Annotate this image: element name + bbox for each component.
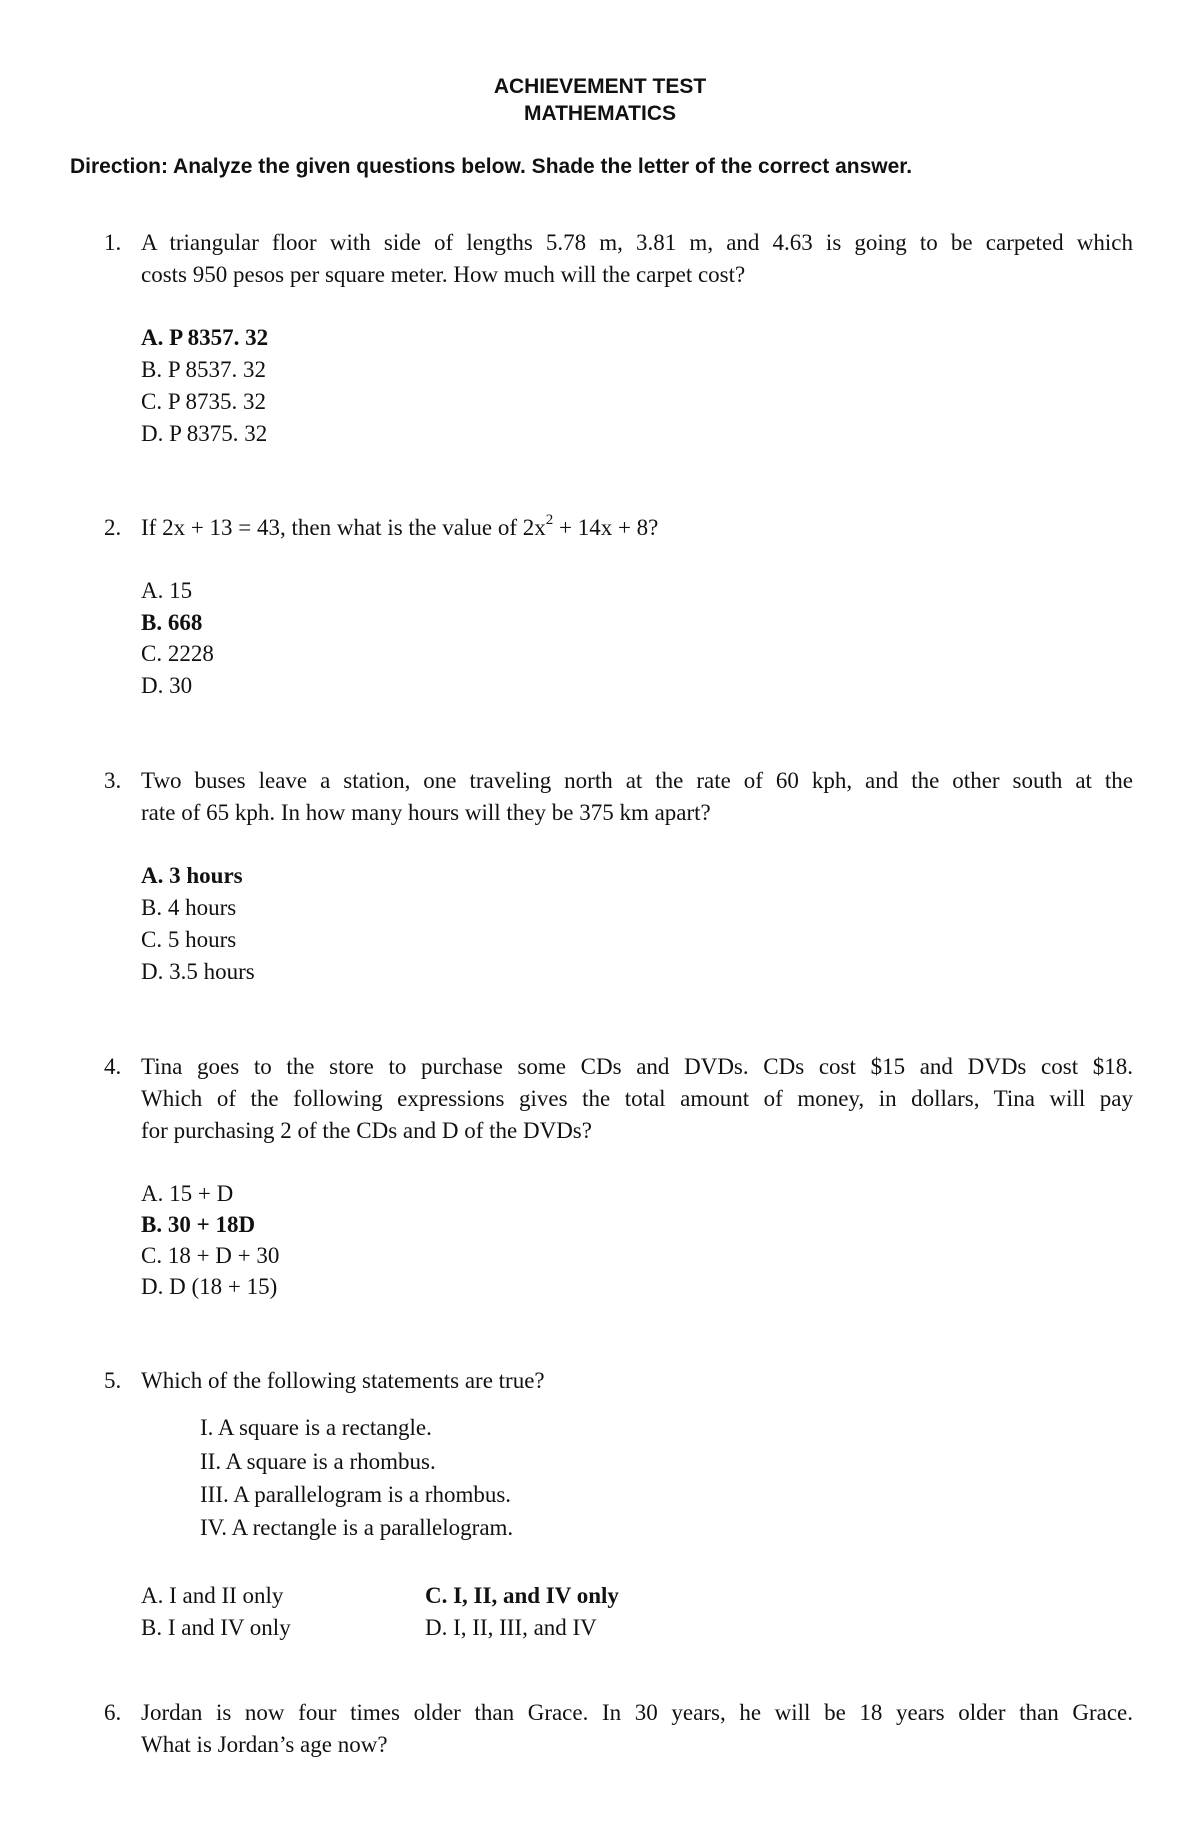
question-4-line-1: Tina goes to the store to purchase some CDs and DVDs. CDs cost $15 and DVDs cost $18. bbox=[141, 1054, 1133, 1079]
question-3-line-2: rate of 65 kph. In how many hours will they be 375 km apart? bbox=[141, 800, 711, 825]
question-5-number: 5. bbox=[104, 1368, 122, 1393]
q4-option-a[interactable]: A. 15 + D bbox=[141, 1181, 234, 1206]
question-2-number: 2. bbox=[104, 515, 122, 540]
question-1-number: 1. bbox=[104, 230, 122, 255]
question-3-line-1: Two buses leave a station, one traveling north at the rate of 60 kph, and the other south at the bbox=[141, 768, 1133, 793]
question-4-line-2: Which of the following expressions gives the total amount of money, in dollars, Tina will pay bbox=[141, 1086, 1133, 1111]
q1-option-d[interactable]: D. P 8375. 32 bbox=[141, 421, 268, 446]
q5-option-a[interactable]: A. I and II only bbox=[141, 1583, 284, 1608]
direction-text: Direction: Analyze the given questions below. Shade the letter of the correct answer. bbox=[70, 155, 913, 178]
q1-option-c[interactable]: C. P 8735. 32 bbox=[141, 389, 267, 414]
question-4-text bbox=[141, 1051, 1133, 1147]
question-2-text bbox=[141, 512, 1133, 544]
question-4-line-3: for purchasing 2 of the CDs and D of the DVDs? bbox=[141, 1118, 592, 1143]
q3-option-a[interactable]: A. 3 hours bbox=[141, 863, 243, 888]
q2-option-b[interactable]: B. 668 bbox=[141, 610, 203, 635]
question-4-number: 4. bbox=[104, 1054, 122, 1079]
q4-option-d[interactable]: D. D (18 + 15) bbox=[141, 1274, 278, 1299]
q5-statement-4: IV. A rectangle is a parallelogram. bbox=[200, 1515, 514, 1540]
q2-option-c[interactable]: C. 2228 bbox=[141, 641, 214, 666]
q1-option-b[interactable]: B. P 8537. 32 bbox=[141, 357, 267, 382]
q5-option-d[interactable]: D. I, II, III, and IV bbox=[425, 1615, 597, 1640]
q3-option-b[interactable]: B. 4 hours bbox=[141, 895, 237, 920]
question-6-line-1: Jordan is now four times older than Grace. In 30 years, he will be 18 years older than Grace. bbox=[141, 1700, 1133, 1725]
question-3-text bbox=[141, 765, 1133, 829]
q5-option-c[interactable]: C. I, II, and IV only bbox=[425, 1583, 619, 1608]
q5-statement-3: III. A parallelogram is a rhombus. bbox=[200, 1482, 512, 1507]
question-2-exponent: 2 bbox=[545, 512, 554, 529]
q5-statement-1: I. A square is a rectangle. bbox=[200, 1415, 432, 1440]
question-6-number: 6. bbox=[104, 1700, 122, 1725]
q5-option-b[interactable]: B. I and IV only bbox=[141, 1615, 291, 1640]
question-1-line-1: A triangular floor with side of lengths 5.78 m, 3.81 m, and 4.63 is going to be carpeted which bbox=[141, 230, 1133, 255]
question-6-text bbox=[141, 1697, 1133, 1761]
q1-option-a[interactable]: A. P 8357. 32 bbox=[141, 325, 269, 350]
question-1-line-2: costs 950 pesos per square meter. How much will the carpet cost? bbox=[141, 262, 746, 287]
question-5-text: Which of the following statements are true? bbox=[141, 1368, 545, 1393]
test-subject: MATHEMATICS bbox=[523, 102, 677, 125]
q3-option-c[interactable]: C. 5 hours bbox=[141, 927, 237, 952]
question-2-text-before: If 2x + 13 = 43, then what is the value of 2x bbox=[141, 515, 546, 540]
question-1-text bbox=[141, 227, 1133, 291]
q5-statement-2: II. A square is a rhombus. bbox=[200, 1449, 436, 1474]
q4-option-c[interactable]: C. 18 + D + 30 bbox=[141, 1243, 280, 1268]
question-3-number: 3. bbox=[104, 768, 122, 793]
q3-option-d[interactable]: D. 3.5 hours bbox=[141, 959, 255, 984]
q2-option-a[interactable]: A. 15 bbox=[141, 578, 193, 603]
question-2-text-after: + 14x + 8? bbox=[553, 515, 659, 540]
q4-option-b[interactable]: B. 30 + 18D bbox=[141, 1212, 256, 1237]
question-6-line-2: What is Jordan’s age now? bbox=[141, 1732, 388, 1757]
q2-option-d[interactable]: D. 30 bbox=[141, 673, 193, 698]
test-title: ACHIEVEMENT TEST bbox=[493, 75, 707, 98]
